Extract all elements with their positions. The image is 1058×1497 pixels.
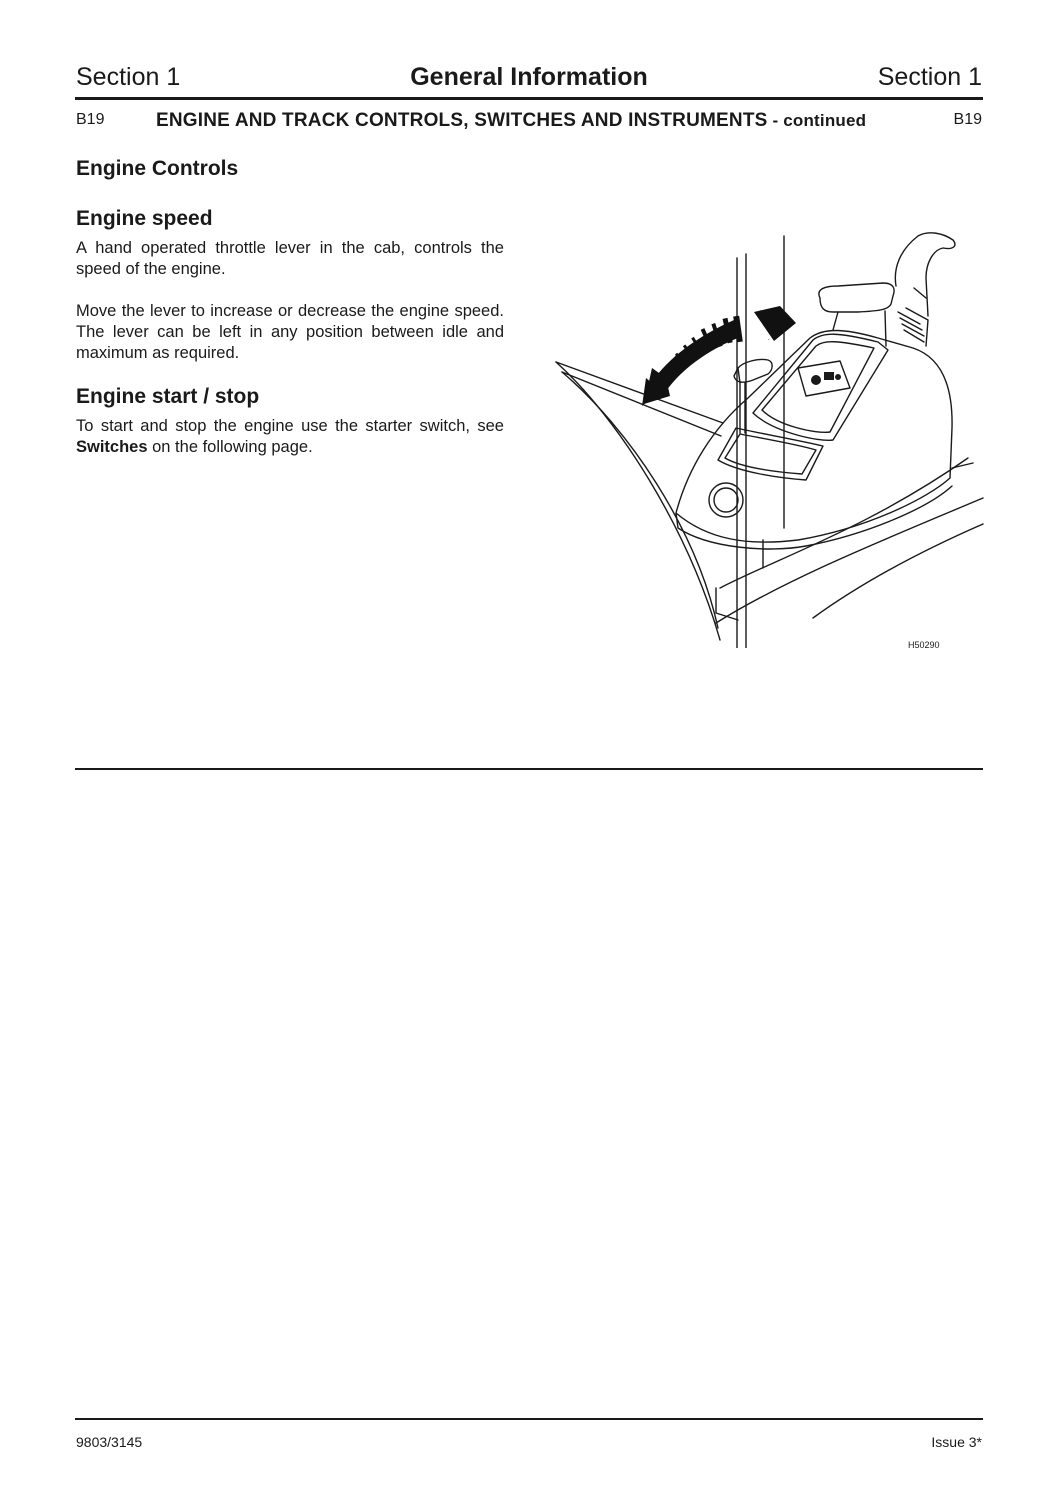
engine-start-heading: Engine start / stop	[76, 385, 260, 408]
chapter-title	[156, 109, 866, 133]
engine-start-para	[76, 416, 504, 458]
throttle-lever-illustration	[548, 228, 988, 648]
engine-speed-para-2: Move the lever to increase or decrease the engine speed. The lever can be left in any position between idle and maximum as required.	[76, 302, 504, 362]
page-code-left: B19	[76, 111, 105, 128]
header-section-right: Section 1	[877, 63, 982, 91]
chapter-continued: - continued	[767, 111, 867, 130]
engine-start-text-1: To start and stop the engine use the starter switch, see	[76, 417, 504, 435]
header-rule	[75, 97, 983, 100]
issue-number: Issue 3*	[931, 1434, 982, 1450]
content-divider	[75, 768, 983, 770]
figure-label: H50290	[908, 640, 940, 650]
engine-start-text-2: on the following page.	[147, 438, 313, 456]
engine-speed-heading: Engine speed	[76, 207, 213, 230]
switches-reference: Switches	[76, 438, 148, 456]
section-heading: Engine Controls	[76, 157, 239, 180]
header-title: General Information	[410, 63, 648, 91]
header-section-left: Section 1	[76, 63, 181, 91]
page-code-right: B19	[953, 111, 982, 128]
footer-rule	[75, 1418, 983, 1420]
engine-speed-para-1: A hand operated throttle lever in the cab, controls the speed of the engine.	[76, 239, 504, 278]
chapter-title-text: ENGINE AND TRACK CONTROLS, SWITCHES AND INSTRUMENTS	[156, 110, 768, 131]
document-number: 9803/3145	[76, 1434, 143, 1450]
